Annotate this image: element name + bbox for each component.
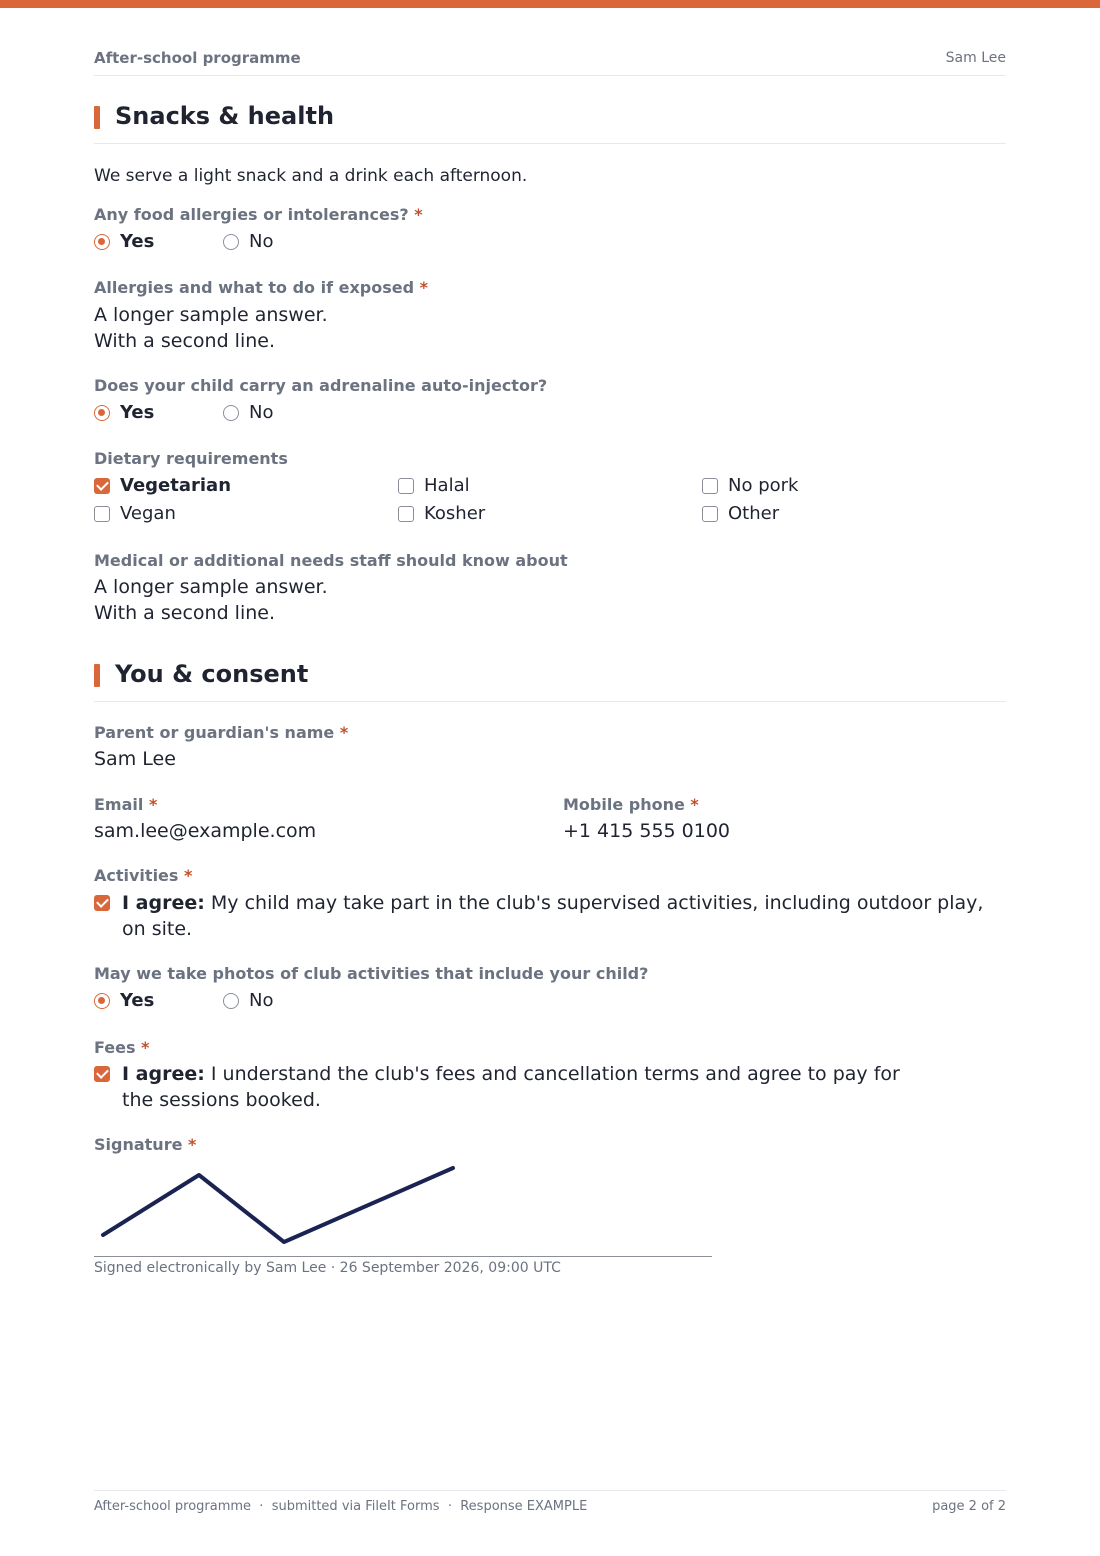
radio-unselected-icon <box>223 405 239 421</box>
checkbox-halal[interactable]: Halal <box>398 475 470 496</box>
section-intro: We serve a light snack and a drink each afternoon. <box>94 166 528 186</box>
answer-guardian-name: Sam Lee <box>94 748 176 770</box>
footer-left-text: After-school programme · submitted via FileIt Forms · Response EXAMPLE <box>94 1499 588 1514</box>
field-label-dietary: Dietary requirements <box>94 449 288 468</box>
field-label-activities: Activities * <box>94 866 193 885</box>
required-marker: * <box>141 1038 150 1057</box>
radio-selected-icon <box>94 234 110 250</box>
radio-unselected-icon <box>223 993 239 1009</box>
checkbox-unchecked-icon <box>702 478 718 494</box>
agree-label: I agree: <box>122 892 205 914</box>
answer-medical: A longer sample answer. With a second line. <box>94 576 328 624</box>
section-accent-bar <box>94 664 100 687</box>
checkbox-other[interactable]: Other <box>702 503 779 524</box>
field-label-phone: Mobile phone * <box>563 795 699 814</box>
required-marker: * <box>339 723 349 742</box>
radio-selected-icon <box>94 993 110 1009</box>
consent-fees[interactable] <box>94 1061 1006 1113</box>
section-title-snacks <box>94 102 1006 144</box>
section-heading: Snacks & health <box>115 102 335 130</box>
checkbox-kosher[interactable]: Kosher <box>398 503 485 524</box>
page-footer <box>94 1490 1006 1520</box>
required-marker: * <box>148 795 158 814</box>
agree-label: I agree: <box>122 1063 205 1085</box>
required-marker: * <box>690 795 699 814</box>
radio-photos-yes[interactable]: Yes <box>94 990 154 1011</box>
checkbox-checked-icon[interactable] <box>94 895 110 911</box>
page-header <box>94 48 1006 76</box>
field-label-signature: Signature * <box>94 1135 197 1154</box>
required-marker: * <box>188 1135 197 1154</box>
consent-text: I understand the club's fees and cancellation terms and agree to pay for the sessions booked. <box>122 1063 900 1111</box>
checkbox-checked-icon[interactable] <box>94 1066 110 1082</box>
field-label-photos: May we take photos of club activities that include your child? <box>94 964 649 983</box>
header-user-name: Sam Lee <box>945 50 1006 66</box>
consent-text: My child may take part in the club's supervised activities, including outdoor play, on site. <box>122 892 984 940</box>
section-heading: You & consent <box>115 660 309 688</box>
field-label-email: Email * <box>94 795 158 814</box>
section-accent-bar <box>94 106 100 129</box>
checkbox-checked-icon <box>94 478 110 494</box>
answer-email: sam.lee@example.com <box>94 820 317 842</box>
radio-allergies-no[interactable]: No <box>223 231 273 252</box>
consent-activities[interactable] <box>94 890 1006 942</box>
accent-top-bar <box>0 0 1100 8</box>
checkbox-vegan[interactable]: Vegan <box>94 503 176 524</box>
checkbox-unchecked-icon <box>94 506 110 522</box>
field-label-fees: Fees * <box>94 1038 150 1057</box>
required-marker: * <box>184 866 193 885</box>
header-org-name: After-school programme <box>94 49 301 67</box>
checkbox-vegetarian[interactable]: Vegetarian <box>94 475 231 496</box>
field-label-medical: Medical or additional needs staff should know about <box>94 551 568 570</box>
signature-note: Signed electronically by Sam Lee · 26 September 2026, 09:00 UTC <box>94 1260 561 1276</box>
field-label-guardian: Parent or guardian's name * <box>94 723 349 742</box>
answer-phone: +1 415 555 0100 <box>563 820 731 842</box>
field-label-allergy-details: Allergies and what to do if exposed * <box>94 278 429 297</box>
checkbox-no-pork[interactable]: No pork <box>702 475 798 496</box>
radio-injector-no[interactable]: No <box>223 402 273 423</box>
required-marker: * <box>419 278 429 297</box>
field-label-auto-injector: Does your child carry an adrenaline auto-injector? <box>94 376 548 395</box>
radio-photos-no[interactable]: No <box>223 990 273 1011</box>
answer-allergy-details: A longer sample answer. With a second line. <box>94 304 328 352</box>
checkbox-unchecked-icon <box>398 506 414 522</box>
radio-selected-icon <box>94 405 110 421</box>
signature-line <box>94 1256 712 1257</box>
required-marker: * <box>414 205 423 224</box>
field-label-allergies: Any food allergies or intolerances? * <box>94 205 423 224</box>
checkbox-unchecked-icon <box>398 478 414 494</box>
radio-injector-yes[interactable]: Yes <box>94 402 154 423</box>
radio-unselected-icon <box>223 234 239 250</box>
signature-image <box>94 1160 494 1252</box>
checkbox-unchecked-icon <box>702 506 718 522</box>
radio-allergies-yes[interactable]: Yes <box>94 231 154 252</box>
section-title-consent <box>94 660 1006 702</box>
footer-page-number: page 2 of 2 <box>932 1499 1006 1514</box>
